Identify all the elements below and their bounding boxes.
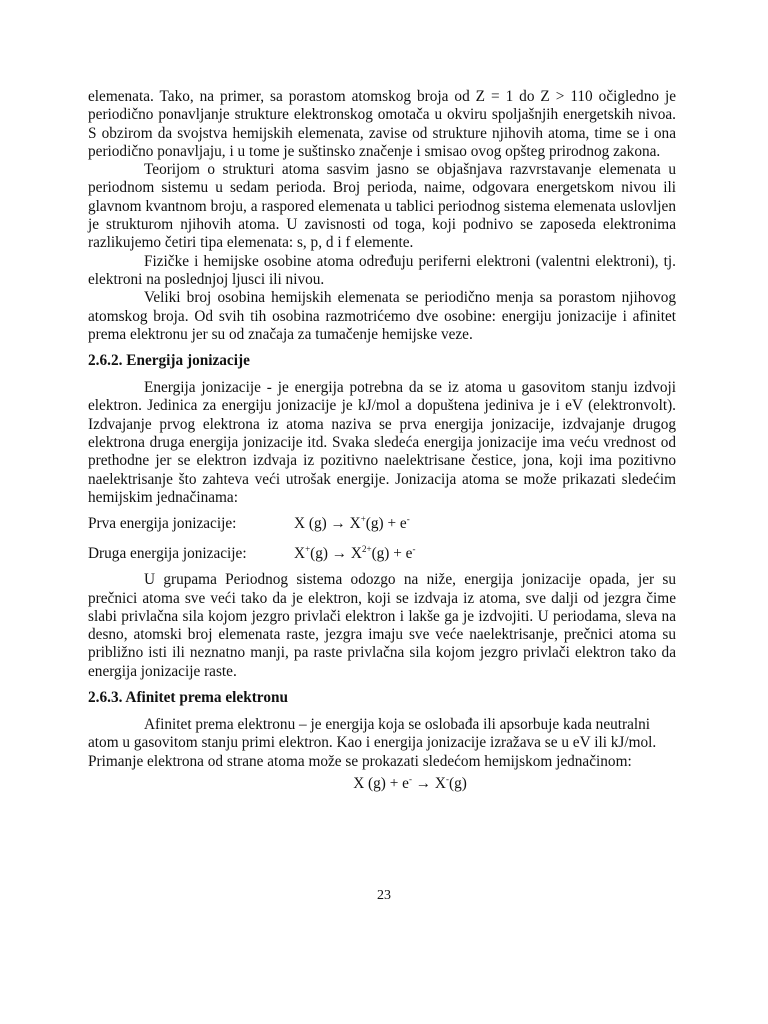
paragraph-ionization-definition: Energija jonizacije - je energija potrebna da se iz atoma u gasovitom stanju izdvoji elektron. Jedinica za energiju jonizacije je kJ/mol a dopuštena jediniva je i eV (elektronvolt). Izdvajanje prvog elektrona iz atoma naziva se prva energija jonizacije, izdvajanje drugog elektrona druga energija jonizacije itd. Svaka sledeća energija jonizacije ima veću vrednost od prethodne jer se elektron izdvaja iz pozitivno naelektrisane čestice, jona, koji ima pozitivno naelektrisanje što zahteva veći utrošak energije. Jonizacija atoma se može prikazati sledećim hemijskim jednačinama: (88, 379, 676, 506)
paragraph-valence-electrons: Fizičke i hemijske osobine atoma određuju periferni elektroni (valentni elektroni), tj. elektroni na poslednjoj ljusci ili nivou. (88, 252, 676, 288)
page-content (88, 88, 676, 793)
paragraph-periodic-properties: Veliki broj osobina hemijskih elemenata se periodično menja sa porastom njihovog atomskog broja. Od svih tih osobina razmotrićemo dve osobine: energiju jonizacije i afinitet prema elektronu jer su od značaja za tumačenje hemijske veze. (88, 289, 676, 343)
equation-electron-affinity: X (g) + e- → X-(g) (353, 773, 467, 792)
equation-label: Prva energija jonizacije: (88, 515, 237, 533)
section-heading-ionization-energy: 2.6.2. Energija jonizacije (88, 352, 250, 370)
section-heading-electron-affinity: 2.6.3. Afinitet prema elektronu (88, 689, 288, 707)
equation-label: Druga energija jonizacije: (88, 545, 247, 563)
paragraph-ionization-trends: U grupama Periodnog sistema odozgo na niže, energija jonizacije opada, jer su prečnici atoma sve veći tako da je elektron, koji se izdvaja iz atoma, sve dalji od jezgra čime slabi privlačna sila kojom jezgro privlači elektron i lakše ga je izdvojiti. U periodama, sleva na desno, atomski broj elemenata raste, jezgra imaju sve veće naelektrisanje, prečnici atoma su približno isti ili neznatno manji, pa raste privlačna sila kojom jezgro privlači elektron tako da energija jonizacije raste. (88, 571, 676, 680)
equation-second-ionization (88, 545, 676, 563)
paragraph-electron-affinity: Afinitet prema elektronu – je energija koja se oslobađa ili apsorbuje kada neutralni atom u gasovitom stanju primi elektron. Kao i energija jonizacije izražava se u eV ili kJ/mol. Primanje elektrona od strane atoma može se prokazati sledećom hemijskom jednačinom: (88, 716, 657, 770)
paragraph-periods: Teorijom o strukturi atoma sasvim jasno se objašnjava razvrstavanje elemenata u periodnom sistemu u sedam perioda. Broj perioda, naime, odgovara energetskom nivou ili glavnom kvantnom broju, a raspored elemenata u tablici periodnog sistema elemenata uslovljen je strukturom njihovih atoma. U zavisnosti od toga, koji podnivo se zaposeda elektronima razlikujemo četiri tipa elemenata: s, p, d i f elemente. (88, 161, 676, 252)
equation-formula: $X^+(g) \to X^{2+}(g) + e^-$ (294, 544, 416, 563)
paragraph-intro-continuation: elemenata. Tako, na primer, sa porastom atomskog broja od Z = 1 do Z > 110 očigledno je periodično ponavljanje strukture elektronskog omotača u okviru spoljašnjih energetskih nivoa. S obzirom da svojstva hemijskih elemenata, zavise od strukture njihovih atoma, time se i ona periodično ponavljaju, i u tome je suštinsko značenje i smisao ovog opšteg prirodnog zakona. (88, 88, 676, 160)
equation-first-ionization (88, 515, 676, 533)
page-number: 23 (377, 888, 391, 903)
equation-formula: X (g) → X+(g) + e- (294, 514, 410, 533)
